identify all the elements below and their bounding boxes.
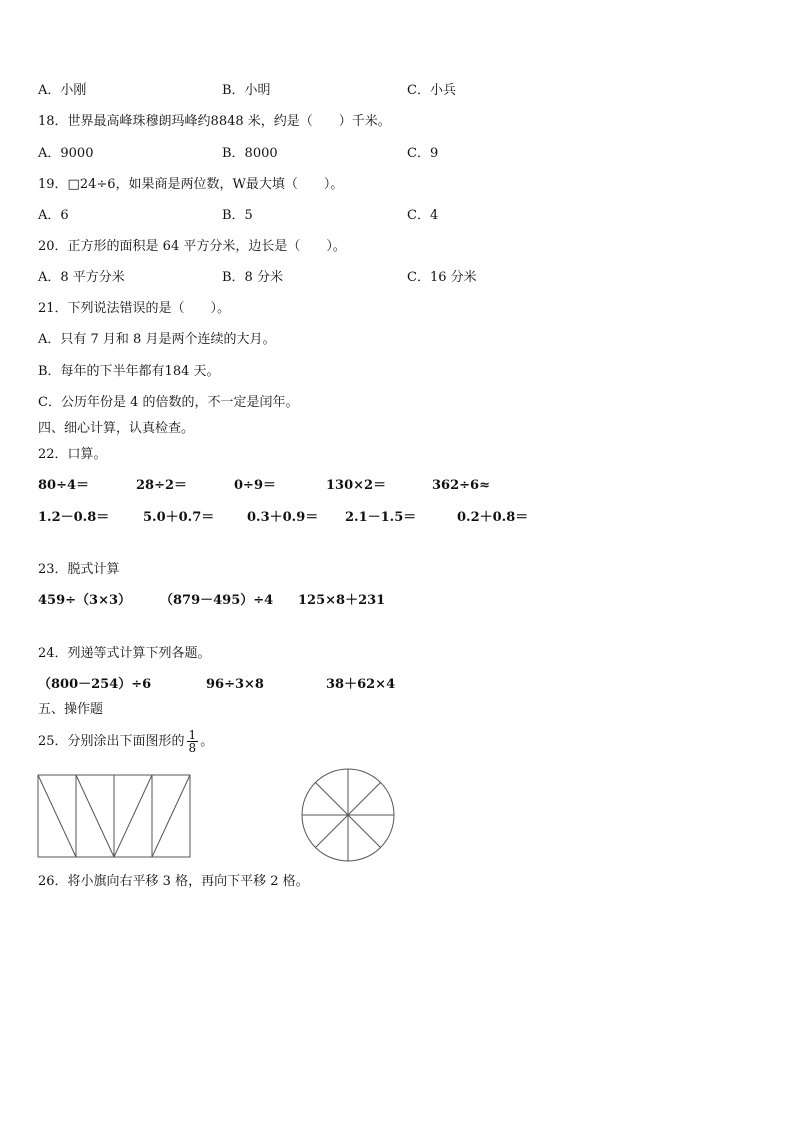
- q20-question: 20．正方形的面积是 64 平方分米，边长是（ ）。: [38, 239, 346, 254]
- q23-expression: 459÷（3×3）: [38, 593, 132, 608]
- q23-expression: 125×8＋231: [298, 593, 386, 608]
- q21-option-a: A．只有 7 月和 8 月是两个连续的大月。: [38, 332, 276, 347]
- q18-option-a: A．9000: [38, 146, 94, 161]
- q22-row1-item: 28÷2＝: [136, 478, 188, 493]
- q19-option-a: A．6: [38, 208, 69, 223]
- section-5-heading: 五、操作题: [38, 702, 104, 717]
- q24-title: 24．列递等式计算下列各题。: [38, 646, 211, 661]
- q22-row2-item: 5.0＋0.7＝: [143, 510, 215, 525]
- q20-option-c: C．16 分米: [407, 270, 477, 285]
- q20-option-a: A．8 平方分米: [38, 270, 125, 285]
- q19-option-b: B．5: [222, 208, 253, 223]
- q17-option-a: A．小刚: [38, 83, 87, 98]
- q22-row2-item: 0.3＋0.9＝: [247, 510, 319, 525]
- q25-suffix: 。: [200, 734, 214, 749]
- q22-row2-item: 1.2－0.8＝: [38, 510, 110, 525]
- q22-row1-item: 362÷6≈: [432, 478, 490, 493]
- q20-option-b: B．8 分米: [222, 270, 283, 285]
- fraction-numerator: 1: [188, 728, 197, 742]
- q18-option-b: B．8000: [222, 146, 278, 161]
- q22-row2-item: 0.2＋0.8＝: [457, 510, 529, 525]
- q23-expression: （879－495）÷4: [160, 593, 274, 608]
- q22-row1-item: 80÷4＝: [38, 478, 90, 493]
- q22-row1-item: 0÷9＝: [234, 478, 276, 493]
- q26-question: 26．将小旗向右平移 3 格，再向下平移 2 格。: [38, 874, 309, 889]
- q22-title: 22．口算。: [38, 447, 107, 462]
- q19-option-c: C．4: [407, 208, 439, 223]
- q24-expression: （800－254）÷6: [38, 677, 152, 692]
- fraction-denominator: 8: [188, 741, 197, 755]
- q25-question: [38, 727, 213, 757]
- fraction: [187, 729, 199, 754]
- q19-question: 19．□24÷6，如果商是两位数，W最大填（ ）。: [38, 177, 344, 192]
- q23-title: 23．脱式计算: [38, 562, 120, 577]
- q18-option-c: C．9: [407, 146, 439, 161]
- q22-row2-item: 2.1－1.5＝: [345, 510, 417, 525]
- q22-row1-item: 130×2＝: [326, 478, 387, 493]
- q21-option-c: C．公历年份是 4 的倍数的，不一定是闰年。: [38, 395, 299, 410]
- q18-question: 18．世界最高峰珠穆朗玛峰约8848 米，约是（ ）千米。: [38, 114, 391, 129]
- section-4-heading: 四、细心计算，认真检查。: [38, 421, 195, 436]
- q17-option-b: B．小明: [222, 83, 271, 98]
- q24-expression: 38＋62×4: [326, 677, 396, 692]
- q17-option-c: C．小兵: [407, 83, 456, 98]
- q24-expression: 96÷3×8: [206, 677, 264, 692]
- circle-figure: [300, 767, 396, 863]
- rectangle-figure: [37, 774, 193, 860]
- q25-prefix: 25．分别涂出下面图形的: [38, 734, 185, 749]
- q21-option-b: B．每年的下半年都有184 天。: [38, 364, 220, 379]
- q21-question: 21．下列说法错误的是（ ）。: [38, 301, 231, 316]
